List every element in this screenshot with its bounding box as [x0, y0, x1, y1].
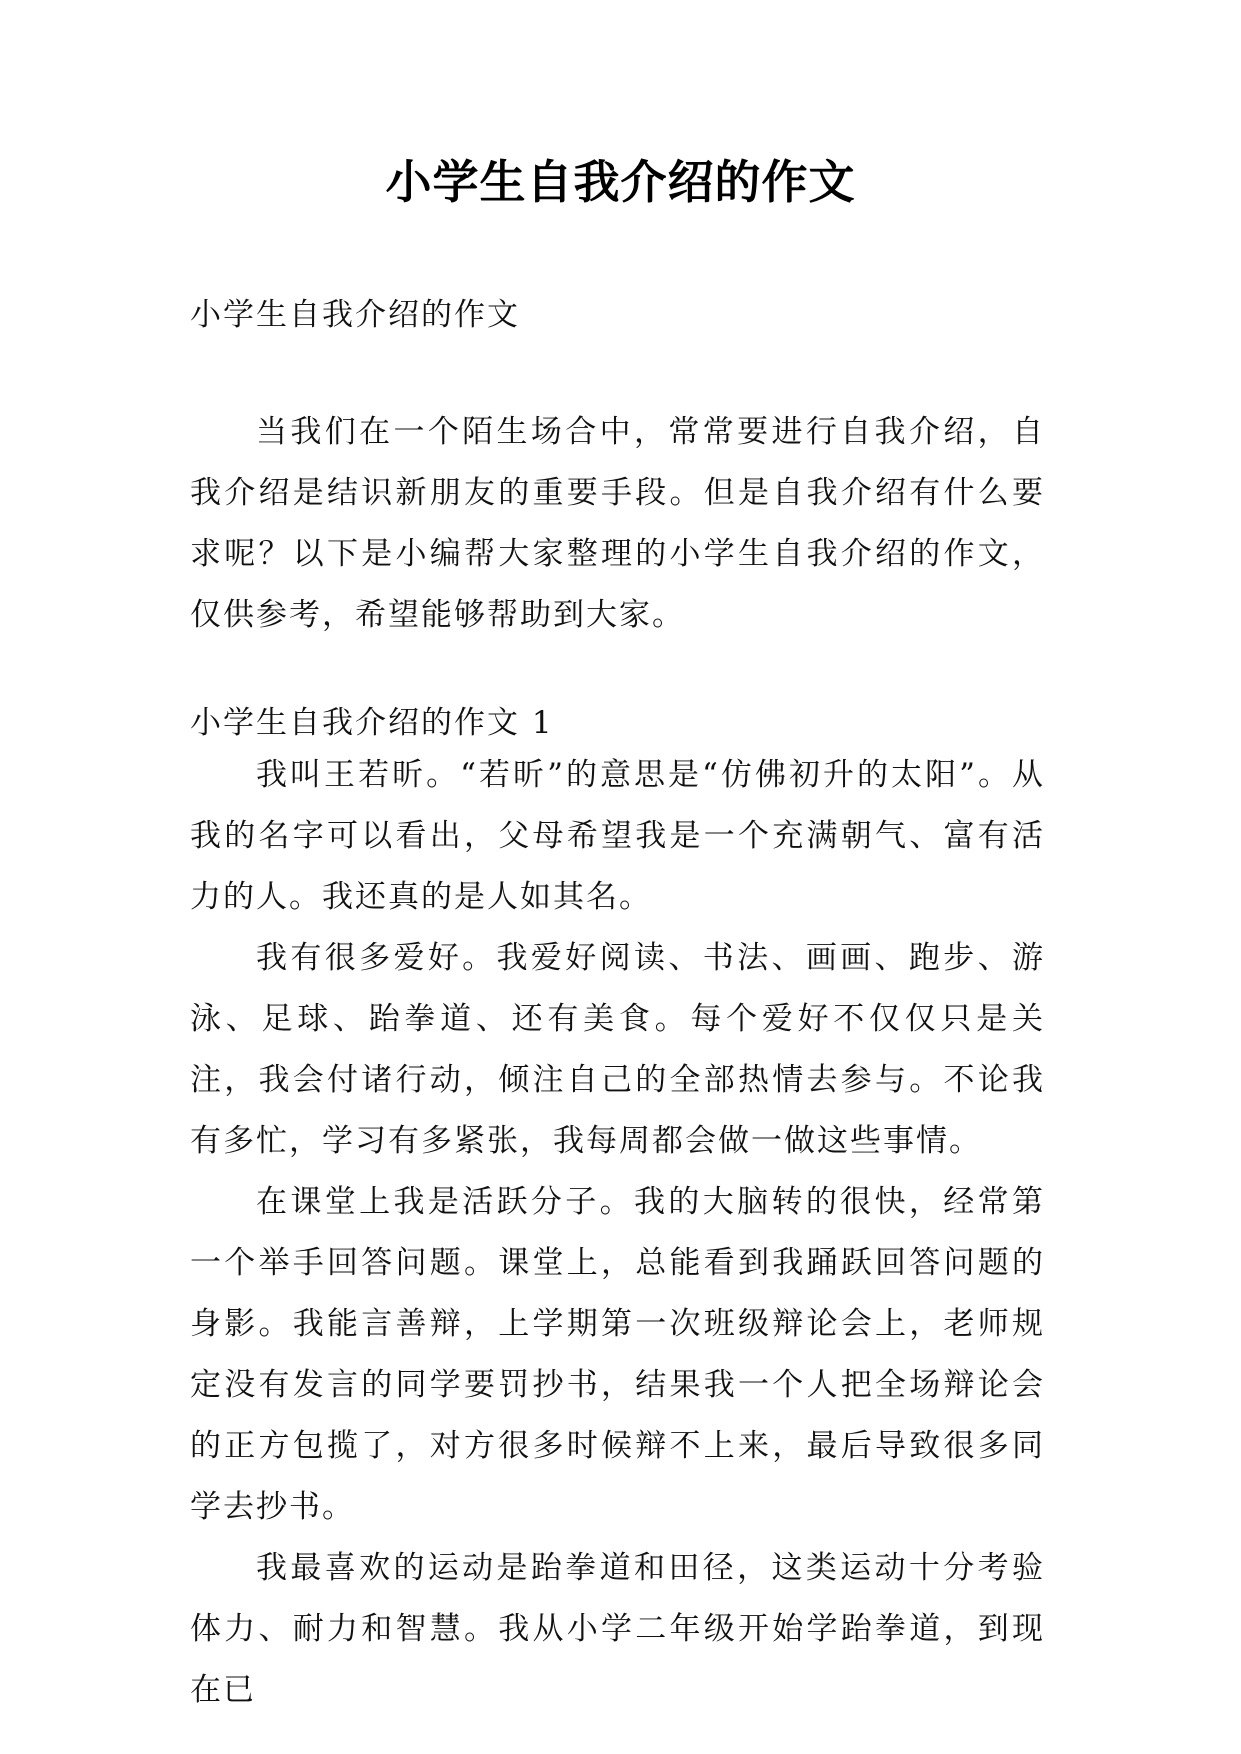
essay-paragraph-4: 我最喜欢的运动是跆拳道和田径，这类运动十分考验体力、耐力和智慧。我从小学二年级开始学跆拳道，到现在已 — [190, 1550, 1045, 1708]
essay-paragraph-1: 我叫王若昕。“若昕”的意思是“仿佛初升的太阳”。从我的名字可以看出，父母希望我是一个充满朝气、富有活力的人。我还真的是人如其名。 — [190, 757, 1045, 915]
document-title: 小学生自我介绍的作文 — [385, 155, 856, 209]
essay-body — [190, 745, 1045, 1721]
essay-paragraph-2: 我有很多爱好。我爱好阅读、书法、画画、跑步、游泳、足球、跆拳道、还有美食。每个爱好不仅仅只是关注，我会付诸行动，倾注自己的全部热情去参与。不论我有多忙，学习有多紧张，我每周都会做一做这些事情。 — [190, 940, 1045, 1159]
document-subtitle: 小学生自我介绍的作文 — [190, 297, 520, 333]
intro-paragraph: 当我们在一个陌生场合中，常常要进行自我介绍，自我介绍是结识新朋友的重要手段。但是自我介绍有什么要求呢？以下是小编帮大家整理的小学生自我介绍的作文，仅供参考，希望能够帮助到大家。 — [190, 414, 1045, 633]
essay-paragraph-3: 在课堂上我是活跃分子。我的大脑转的很快，经常第一个举手回答问题。课堂上，总能看到我踊跃回答问题的身影。我能言善辩，上学期第一次班级辩论会上，老师规定没有发言的同学要罚抄书，结果我一个人把全场辩论会的正方包揽了，对方很多时候辩不上来，最后导致很多同学去抄书。 — [190, 1184, 1045, 1525]
section-heading: 小学生自我介绍的作文 1 — [190, 705, 554, 741]
intro-section — [190, 402, 1045, 646]
